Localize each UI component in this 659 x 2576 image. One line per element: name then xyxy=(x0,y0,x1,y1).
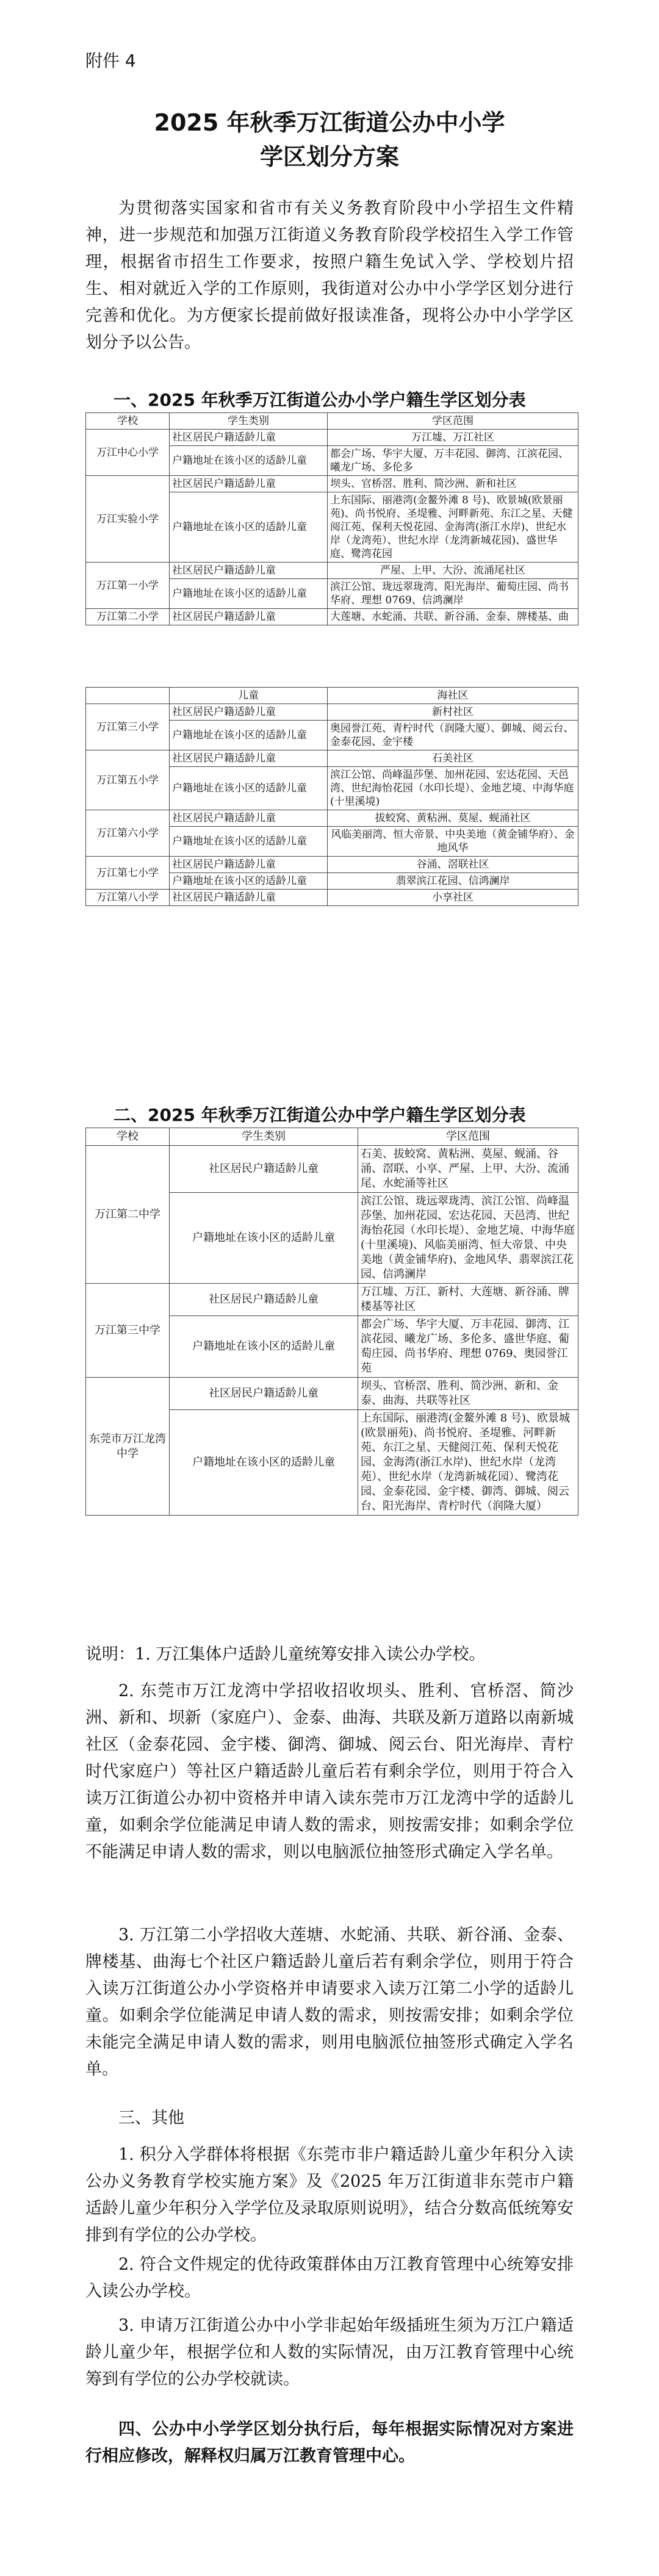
title-line-2: 学区划分方案 xyxy=(259,143,399,170)
table-header: 学校 xyxy=(86,413,170,430)
table-row xyxy=(86,857,578,873)
table-row xyxy=(86,1284,578,1316)
district-range: 坝头、官桥滘、胜利、简沙洲、新和、金泰、曲海、共联等社区 xyxy=(358,1378,578,1410)
student-category: 儿童 xyxy=(170,688,328,704)
table-row xyxy=(86,1146,578,1193)
school-name: 万江第三中学 xyxy=(86,1284,170,1378)
table-row xyxy=(86,750,578,767)
student-category: 社区居民户籍适龄儿童 xyxy=(170,609,328,625)
district-range: 上东国际、丽港湾(金鳌外滩 8 号)、欧景城(欧景丽苑)、尚书悦府、圣堤雅、河畔新苑、东江之星、天健阅江苑、保利天悦花园、金海湾(浙江水岸)、世纪水岸（龙湾苑）、世纪水岸（龙湾新城花园）、鹭湾花园、金泰花园、金宇楼、御湾、御城、阅云台、阳光海岸、青柠时代（润隆大厦） xyxy=(358,1410,578,1516)
primary-school-table-1 xyxy=(85,412,578,625)
school-name: 万江第三小学 xyxy=(86,704,170,750)
student-category: 社区居民户籍适龄儿童 xyxy=(170,563,328,579)
district-range: 滨江公馆、珑远翠珑湾、滨江公馆、尚峰温莎堡、加州花园、宏达花园、天邑湾、世纪海怡花园（水印长堤）、金地艺境、中海华庭(十里溪境)、风临美丽湾、恒大帝景、中央美地（黄金铺华府)、金地风华、翡翠滨江花园、信鸿澜岸 xyxy=(358,1193,578,1284)
table-header-row xyxy=(86,413,578,430)
school-name: 万江第二中学 xyxy=(86,1146,170,1284)
table-row xyxy=(86,810,578,827)
school-name: 万江第六小学 xyxy=(86,810,170,857)
school-name: 万江第二小学 xyxy=(86,609,170,625)
district-range: 都会广场、华宇大厦、万丰花园、御湾、江滨花园、曦龙广场、多伦多 xyxy=(328,446,578,476)
student-category: 社区居民户籍适龄儿童 xyxy=(170,890,328,906)
school-name: 万江第七小学 xyxy=(86,857,170,890)
student-category: 社区居民户籍适龄儿童 xyxy=(170,704,328,721)
student-category: 户籍地址在该小区的适龄儿童 xyxy=(170,1410,358,1516)
section-2-heading: 二、2025 年秋季万江街道公办中学户籍生学区划分表 xyxy=(113,1105,526,1125)
table-header: 学区范围 xyxy=(328,413,578,430)
student-category: 社区居民户籍适龄儿童 xyxy=(170,810,328,827)
table-row xyxy=(86,563,578,579)
student-category: 户籍地址在该小区的适龄儿童 xyxy=(170,827,328,857)
student-category: 户籍地址在该小区的适龄儿童 xyxy=(170,446,328,476)
district-range: 坝头、官桥滘、胜利、简沙洲、新和社区 xyxy=(328,476,578,492)
student-category: 户籍地址在该小区的适龄儿童 xyxy=(170,873,328,890)
note-3: 3. 万江第二小学招收大莲塘、水蛇涌、共联、新谷涌、金泰、牌楼基、曲海七个社区户籍适龄儿童后若有剩余学位，则用于符合入读万江街道公办小学资格并申请要求入读万江第二小学的适龄儿童。如剩余学位能满足申请人数的需求，则按需安排；如剩余学位未能完全满足申请人数的需求，则用电脑派位抽签形式确定入学名单。 xyxy=(85,1926,574,2079)
student-category: 户籍地址在该小区的适龄儿童 xyxy=(170,721,328,750)
school-name: 万江第八小学 xyxy=(86,890,170,906)
intro-paragraph: 为贯彻落实国家和省市有关义务教育阶段中小学招生文件精神，进一步规范和加强万江街道义务教育阶段学校招生入学工作管理，根据省市招生工作要求，按照户籍生免试入学、学校划片招生、相对就近入学的工作原则，我街道对公办中小学学区划分进行完善和优化。为方便家长提前做好报读准备，现将公办中小学学区划分予以公告。 xyxy=(85,199,574,352)
table-header: 学区范围 xyxy=(358,1128,578,1146)
student-category: 社区居民户籍适龄儿童 xyxy=(170,476,328,492)
table-header: 学生类别 xyxy=(170,413,328,430)
student-category: 户籍地址在该小区的适龄儿童 xyxy=(170,492,328,563)
district-range: 滨江公馆、尚峰温莎堡、加州花园、宏达花园、天邑湾、世纪海怡花园（水印长堤）、金地艺境、中海华庭(十里溪境) xyxy=(328,767,578,810)
school-name: 东莞市万江龙湾中学 xyxy=(86,1378,170,1516)
student-category: 户籍地址在该小区的适龄儿童 xyxy=(170,1316,358,1378)
table-row xyxy=(86,430,578,446)
student-category: 社区居民户籍适龄儿童 xyxy=(170,1378,358,1410)
table-header: 学校 xyxy=(86,1128,170,1146)
district-range: 万江墟、万江社区 xyxy=(328,430,578,446)
middle-school-table xyxy=(85,1128,578,1516)
table-row xyxy=(86,1378,578,1410)
attachment-label: 附件 4 xyxy=(85,51,136,71)
district-range: 风临美丽湾、恒大帝景、中央美地（黄金铺华府）、金地风华 xyxy=(328,827,578,857)
district-range: 石美社区 xyxy=(328,750,578,767)
student-category: 社区居民户籍适龄儿童 xyxy=(170,750,328,767)
table-row xyxy=(86,704,578,721)
school-name: 万江第一小学 xyxy=(86,563,170,609)
student-category: 社区居民户籍适龄儿童 xyxy=(170,1284,358,1316)
note-2: 2. 东莞市万江龙湾中学招收招收坝头、胜利、官桥滘、简沙洲、新和、坝新（家庭户）、金泰、曲海、共联及新万道路以南新城社区（金泰花园、金宇楼、御湾、御城、阅云台、阳光海岸、青柠时代家庭户）等社区户籍适龄儿童后若有剩余学位，则用于符合入读万江街道公办初中资格并申请入读东莞市万江龙湾中学的适龄儿童，如剩余学位能满足申请人数的需求，则按需安排；如剩余学位不能满足申请人数的需求，则以电脑派位抽签形式确定入学名单。 xyxy=(85,1682,574,1862)
district-range: 海社区 xyxy=(328,688,578,704)
district-range: 奥园誉江苑、青柠时代（润隆大厦）、御城、阅云台、金泰花园、金宇楼 xyxy=(328,721,578,750)
district-range: 大莲塘、水蛇涌、共联、新谷涌、金泰、牌楼基、曲 xyxy=(328,609,578,625)
district-range: 拔蛟窝、黄粘洲、莫屋、蚬涌社区 xyxy=(328,810,578,827)
district-range: 小享社区 xyxy=(328,890,578,906)
other-1: 1. 积分入学群体将根据《东莞市非户籍适龄儿童少年积分入读公办义务教育学校实施方案》及《2025 年万江街道非东莞市户籍适龄儿童少年积分入学学位及录取原则说明》，结合分数高低统筹安排到有学位的公办学校。 xyxy=(85,2145,574,2245)
school-name xyxy=(86,688,170,704)
district-range: 新村社区 xyxy=(328,704,578,721)
other-2: 2. 符合文件规定的优待政策群体由万江教育管理中心统筹安排入读公办学校。 xyxy=(85,2255,574,2301)
district-range: 翡翠滨江花园、信鸿澜岸 xyxy=(328,873,578,890)
note-1: 说明：1. 万江集体户适龄儿童统筹安排入读公办学校。 xyxy=(85,1645,486,1664)
district-range: 滨江公馆、珑远翠珑湾、阳光海岸、葡萄庄园、尚书华府、理想 0769、信鸿澜岸 xyxy=(328,579,578,609)
other-3: 3. 申请万江街道公办中小学非起始年级插班生须为万江户籍适龄儿童少年，根据学位和人数的实际情况，由万江教育管理中心统筹到有学位的公办学校就读。 xyxy=(85,2316,574,2389)
district-range: 都会广场、华宇大厦、万丰花园、御湾、江滨花园、曦龙广场、多伦多、盛世华庭、葡萄庄园、尚书华府、理想 0769、奥园誉江苑 xyxy=(358,1316,578,1378)
section-3-heading: 三、其他 xyxy=(118,2109,184,2128)
student-category: 社区居民户籍适龄儿童 xyxy=(170,430,328,446)
district-range: 万江墟、万江、新村、大莲塘、新谷涌、牌楼基等社区 xyxy=(358,1284,578,1316)
school-name: 万江中心小学 xyxy=(86,430,170,476)
school-name: 万江实验小学 xyxy=(86,476,170,563)
student-category: 户籍地址在该小区的适龄儿童 xyxy=(170,579,328,609)
district-range: 上东国际、丽港湾(金鳌外滩 8 号)、欧景城(欧景丽苑)、尚书悦府、圣堤雅、河畔新苑、东江之星、天健阅江苑、保利天悦花园、金海湾(浙江水岸)、世纪水岸（龙湾苑）、世纪水岸（龙湾新城花园)、盛世华庭、鹭湾花园 xyxy=(328,492,578,563)
primary-school-table-2 xyxy=(85,687,578,906)
table-row xyxy=(86,890,578,906)
district-range: 严屋、上甲、大汾、流涌尾社区 xyxy=(328,563,578,579)
title-line-1: 2025 年秋季万江街道公办中小学 xyxy=(154,109,505,136)
table-row xyxy=(86,609,578,625)
school-name: 万江第五小学 xyxy=(86,750,170,810)
section-4-paragraph: 四、公办中小学学区划分执行后，每年根据实际情况对方案进行相应修改，解释权归属万江教育管理中心。 xyxy=(85,2420,574,2466)
student-category: 户籍地址在该小区的适龄儿童 xyxy=(170,1193,358,1284)
student-category: 社区居民户籍适龄儿童 xyxy=(170,1146,358,1193)
student-category: 户籍地址在该小区的适龄儿童 xyxy=(170,767,328,810)
district-range: 石美、拔蛟窝、黄粘洲、莫屋、蚬涌、谷涌、滘联、小享、严屋、上甲、大汾、流涌尾、水蛇涌等社区 xyxy=(358,1146,578,1193)
district-range: 谷涌、滘联社区 xyxy=(328,857,578,873)
student-category: 社区居民户籍适龄儿童 xyxy=(170,857,328,873)
section-1-heading: 一、2025 年秋季万江街道公办小学户籍生学区划分表 xyxy=(113,390,526,410)
table-row xyxy=(86,476,578,492)
table-header: 学生类别 xyxy=(170,1128,358,1146)
table-header-row xyxy=(86,1128,578,1146)
table-row xyxy=(86,688,578,704)
